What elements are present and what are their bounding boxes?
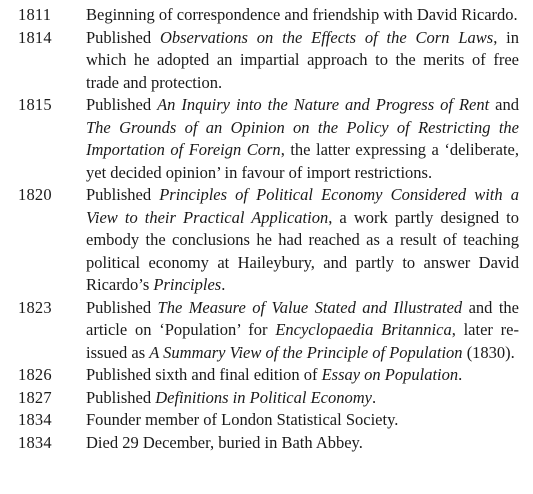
entry-text: Published Definitions in Political Economy.	[86, 387, 377, 407]
entry-text: Published The Measure of Value Stated and Illustrated and the article on ‘Population’ for Encyclopaedia Britannica, later re-issued as A Summary View of the Principle of Population (1830).	[86, 297, 520, 362]
entry-year: 1814	[18, 27, 52, 47]
entry-year: 1815	[18, 95, 52, 114]
entry-text: Founder member of London Statistical Society.	[86, 410, 399, 429]
entry-text: Published An Inquiry into the Nature and Progress of Rent and The Grounds of an Opinion on the Policy of Restricting the Importation of Foreign Corn, the latter expressing a ‘deliberate, yet decided opinion’ in favour of import restrictions.	[86, 95, 520, 182]
chronology-entry	[0, 432, 533, 455]
chronology-entry	[0, 4, 533, 27]
chronology-entry	[0, 184, 533, 297]
entry-year: 1827	[18, 387, 52, 407]
entry-year: 1826	[18, 365, 52, 384]
chronology-entry	[0, 297, 533, 365]
entry-year: 1811	[18, 5, 52, 24]
chronology-entry	[0, 364, 533, 387]
chronology-entry	[0, 94, 533, 184]
chronology-entry	[0, 27, 533, 95]
entry-text: Died 29 December, buried in Bath Abbey.	[86, 432, 363, 452]
entry-text: Beginning of correspondence and friendship with David Ricardo.	[86, 5, 518, 24]
entry-year: 1820	[18, 185, 52, 204]
entry-text: Published Principles of Political Economy Considered with a View to their Practical Application, a work partly designed to embody the conclusions he had reached as a result of teaching political economy at Haileybury, and partly to answer David Ricardo’s Principles.	[86, 185, 519, 294]
entry-year: 1834	[18, 432, 52, 452]
entry-text: Published sixth and final edition of Essay on Population.	[86, 365, 463, 384]
chronology-entry	[0, 409, 533, 432]
entry-text: Published Observations on the Effects of the Corn Laws, in which he adopted an impartial approach to the merits of free trade and protection.	[86, 27, 519, 92]
entry-year: 1834	[18, 410, 52, 429]
entry-year: 1823	[18, 297, 52, 317]
chronology-entry	[0, 387, 533, 410]
